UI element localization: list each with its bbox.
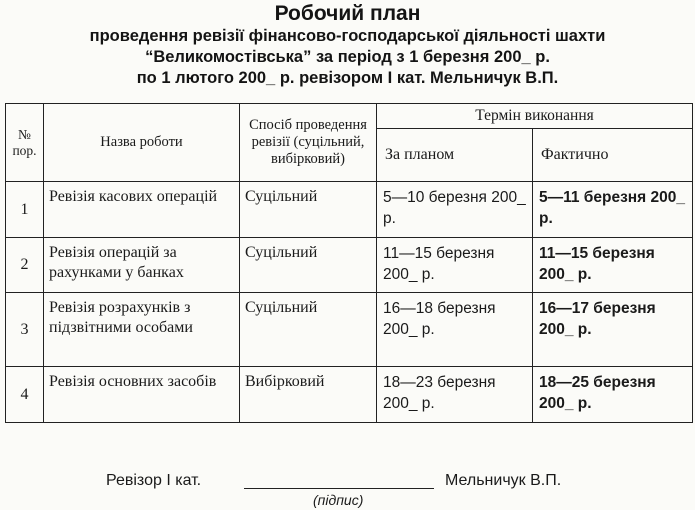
planned-date: 5—10 березня 200_ р. xyxy=(377,182,533,238)
work-method: Суцільний xyxy=(240,182,377,238)
subtitle-line-2: “Великомостівська” за період з 1 березня 200_ р. xyxy=(145,48,550,66)
work-name: Ревізія касових операцій xyxy=(44,182,240,238)
planned-date: 18—23 березня 200_ р. xyxy=(377,367,533,423)
subtitle-line-3: по 1 лютого 200_ р. ревізором І кат. Мельничук В.П. xyxy=(136,69,559,87)
signature-line xyxy=(244,488,434,489)
actual-date: 11—15 березня 200_ р. xyxy=(533,238,693,293)
planned-date: 16—18 березня 200_ р. xyxy=(377,293,533,367)
header-term: Термін виконання xyxy=(377,104,693,129)
header-number: № пор. xyxy=(6,104,44,182)
subtitle-line-1: проведення ревізії фінансово-господарської діяльності шахти xyxy=(89,27,606,45)
work-plan-table xyxy=(5,103,693,423)
work-name: Ревізія розрахунків з підзвітними особами xyxy=(44,293,240,367)
row-number: 4 xyxy=(6,367,44,423)
actual-date: 18—25 березня 200_ р. xyxy=(533,367,693,423)
header-planned: За планом xyxy=(377,129,533,182)
signature-hint: (підпис) xyxy=(313,492,364,508)
row-number: 1 xyxy=(6,182,44,238)
work-method: Суцільний xyxy=(240,293,377,367)
work-method: Суцільний xyxy=(240,238,377,293)
row-number: 2 xyxy=(6,238,44,293)
signature-role: Ревізор І кат. xyxy=(106,472,202,489)
header-name: Назва роботи xyxy=(44,104,240,182)
work-method: Вибірковий xyxy=(240,367,377,423)
document-title-block xyxy=(0,2,695,89)
document-title: Робочий план xyxy=(274,2,421,25)
header-method: Спосіб проведення ревізії (суцільний, вибірковий) xyxy=(240,104,377,182)
header-actual: Фактично xyxy=(533,129,693,182)
row-number: 3 xyxy=(6,293,44,367)
actual-date: 16—17 березня 200_ р. xyxy=(533,293,693,367)
planned-date: 11—15 березня 200_ р. xyxy=(377,238,533,293)
table-row xyxy=(6,182,693,238)
work-name: Ревізія основних засобів xyxy=(44,367,240,423)
table-row xyxy=(6,238,693,293)
table-row xyxy=(6,367,693,423)
table-row xyxy=(6,293,693,367)
signature-name: Мельничук В.П. xyxy=(445,472,562,489)
actual-date: 5—11 березня 200_ р. xyxy=(533,182,693,238)
work-name: Ревізія операцій за рахунками у банках xyxy=(44,238,240,293)
